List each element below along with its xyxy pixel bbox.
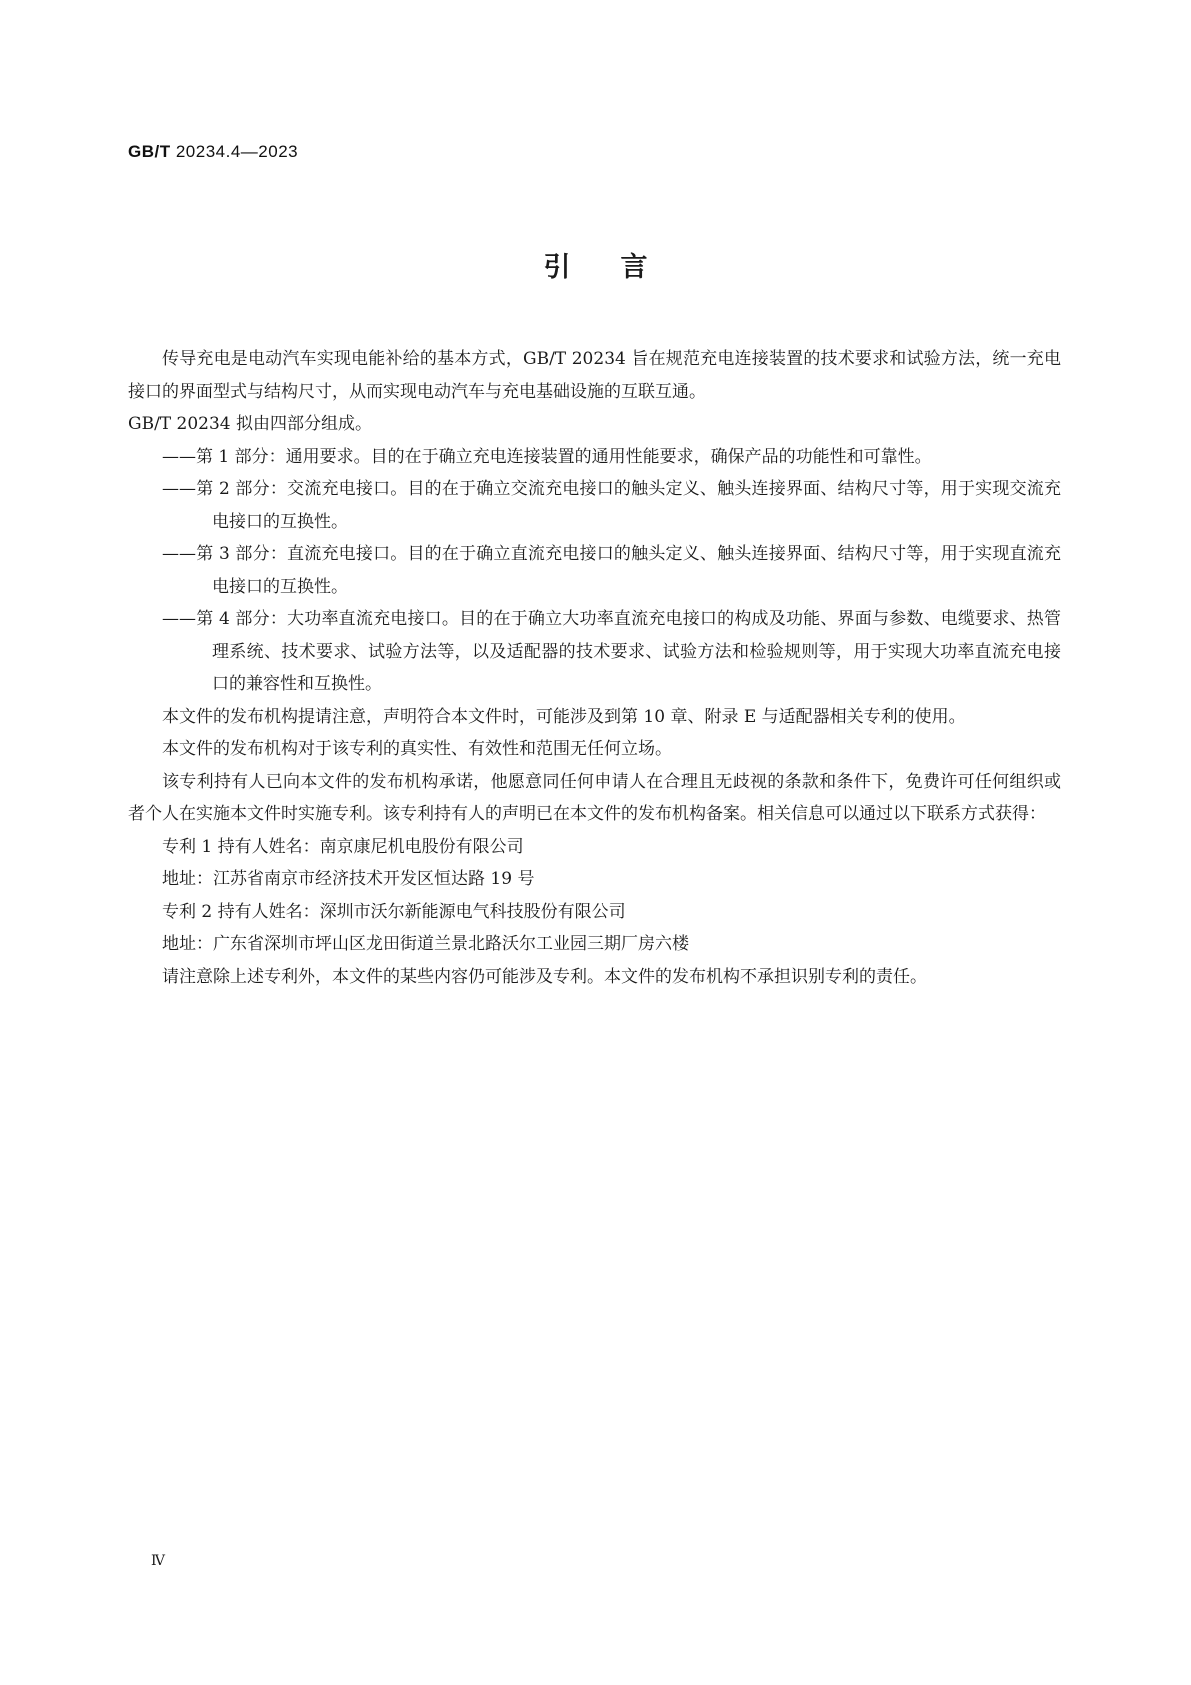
patent-holder-1-address: 地址：江苏省南京市经济技术开发区恒达路 19 号 — [162, 869, 535, 889]
patent-holder-2-address: 地址：广东省深圳市坪山区龙田街道兰景北路沃尔工业园三期厂房六楼 — [162, 934, 689, 954]
intro-paragraph: 传导充电是电动汽车实现电能补给的基本方式，GB/T 20234 旨在规范充电连接装置的技术要求和试验方法，统一充电接口的界面型式与结构尺寸，从而实现电动汽车与充电基础设施的互联互通。 — [128, 349, 1061, 402]
standard-prefix: GB/T — [128, 142, 171, 161]
page-title: 引言 — [543, 252, 698, 283]
part-list-item-2: ——第 2 部分：交流充电接口。目的在于确立交流充电接口的触头定义、触头连接界面、结构尺寸等，用于实现交流充电接口的互换性。 — [162, 479, 1061, 532]
standard-code — [128, 142, 298, 162]
patent-commitment-paragraph: 该专利持有人已向本文件的发布机构承诺，他愿意同任何申请人在合理且无歧视的条款和条件下，免费许可任何组织或者个人在实施本文件时实施专利。该专利持有人的声明已在本文件的发布机构备案。相关信息可以通过以下联系方式获得： — [128, 771, 1061, 824]
intro-parts-statement: GB/T 20234 拟由四部分组成。 — [128, 414, 373, 434]
document-body — [128, 343, 1061, 993]
patent-disclaimer-paragraph: 请注意除上述专利外，本文件的某些内容仍可能涉及专利。本文件的发布机构不承担识别专利的责任。 — [162, 966, 927, 987]
part-list-item-3: ——第 3 部分：直流充电接口。目的在于确立直流充电接口的触头定义、触头连接界面、结构尺寸等，用于实现直流充电接口的互换性。 — [162, 544, 1061, 597]
part-list-item-4: ——第 4 部分：大功率直流充电接口。目的在于确立大功率直流充电接口的构成及功能、界面与参数、电缆要求、热管理系统、技术要求、试验方法等，以及适配器的技术要求、试验方法和检验规则等，用于实现大功率直流充电接口的兼容性和互换性。 — [162, 609, 1061, 694]
patent-position-paragraph: 本文件的发布机构对于该专利的真实性、有效性和范围无任何立场。 — [162, 739, 672, 759]
page-number: Ⅳ — [151, 1553, 165, 1569]
patent-holder-2-name: 专利 2 持有人姓名：深圳市沃尔新能源电气科技股份有限公司 — [162, 901, 626, 922]
patent-holder-1-name: 专利 1 持有人姓名：南京康尼机电股份有限公司 — [162, 836, 524, 857]
part-list-item-1: ——第 1 部分：通用要求。目的在于确立充电连接装置的通用性能要求，确保产品的功能性和可靠性。 — [162, 446, 932, 467]
patent-notice-paragraph: 本文件的发布机构提请注意，声明符合本文件时，可能涉及到第 10 章、附录 E 与适配器相关专利的使用。 — [162, 706, 966, 727]
standard-number: 20234.4—2023 — [170, 142, 299, 161]
